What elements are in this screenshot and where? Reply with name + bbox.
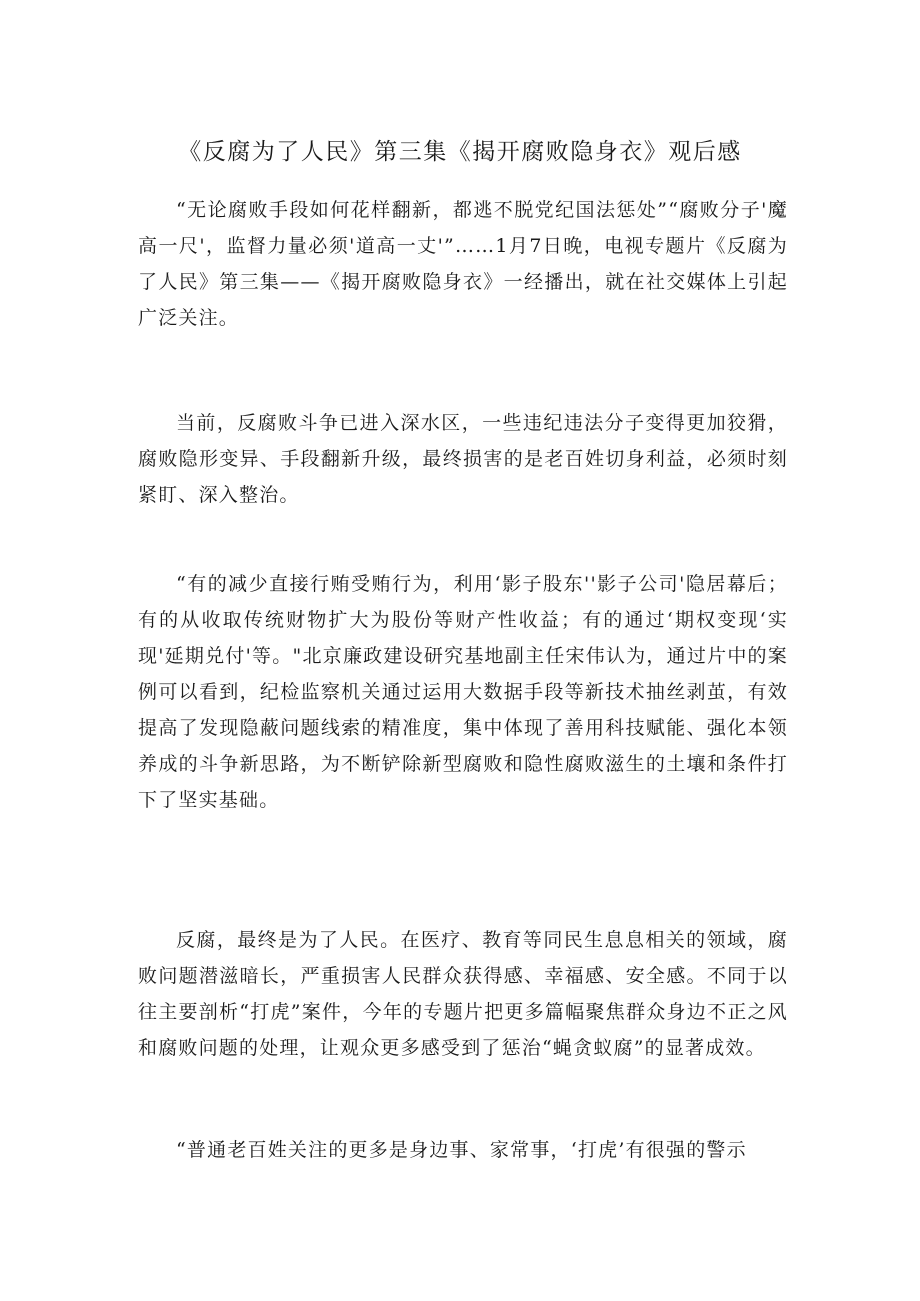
paragraph-5: “普通老百姓关注的更多是身边事、家常事，‘打虎’有很强的警示 [176,1139,747,1161]
paragraph-2: 当前，反腐败斗争已进入深水区，一些违纪违法分子变得更加狡猾，腐败隐形变异、手段翻新升级，最终损害的是老百姓切身利益，必须时刻紧盯、深入整治。 [138,412,788,506]
paragraph-3: “有的减少直接行贿受贿行为，利用‘影子股东''影子公司'隐居幕后；有的从收取传统财物扩大为股份等财产性收益；有的通过‘期权变现‘实现'延期兑付'等。"北京廉政建设研究基地副主任宋伟认为，通过片中的案例可以看到，纪检监察机关通过运用大数据手段等新技术抽丝剥茧，有效提高了发现隐蔽问题线索的精准度，集中体现了善用科技赋能、强化本领养成的斗争新思路，为不断铲除新型腐败和隐性腐败滋生的土壤和条件打下了坚实基础。 [138,573,788,811]
paragraph-1: “无论腐败手段如何花样翻新，都逃不脱党纪国法惩处”“腐败分子'魔高一尺'，监督力量必须'道高一丈'”……1月7日晚，电视专题片《反腐为了人民》第三集——《揭开腐败隐身衣》一经播出，就在社交媒体上引起广泛关注。 [138,199,788,329]
document-title: 《反腐为了人民》第三集《揭开腐败隐身衣》观后感 [178,139,742,165]
paragraph-4: 反腐，最终是为了人民。在医疗、教育等同民生息息相关的领域，腐败问题潜滋暗长，严重损害人民群众获得感、幸福感、安全感。不同于以往主要剖析“打虎”案件，今年的专题片把更多篇幅聚焦群众身边不正之风和腐败问题的处理，让观众更多感受到了惩治“蝇贪蚁腐”的显著成效。 [138,929,788,1059]
